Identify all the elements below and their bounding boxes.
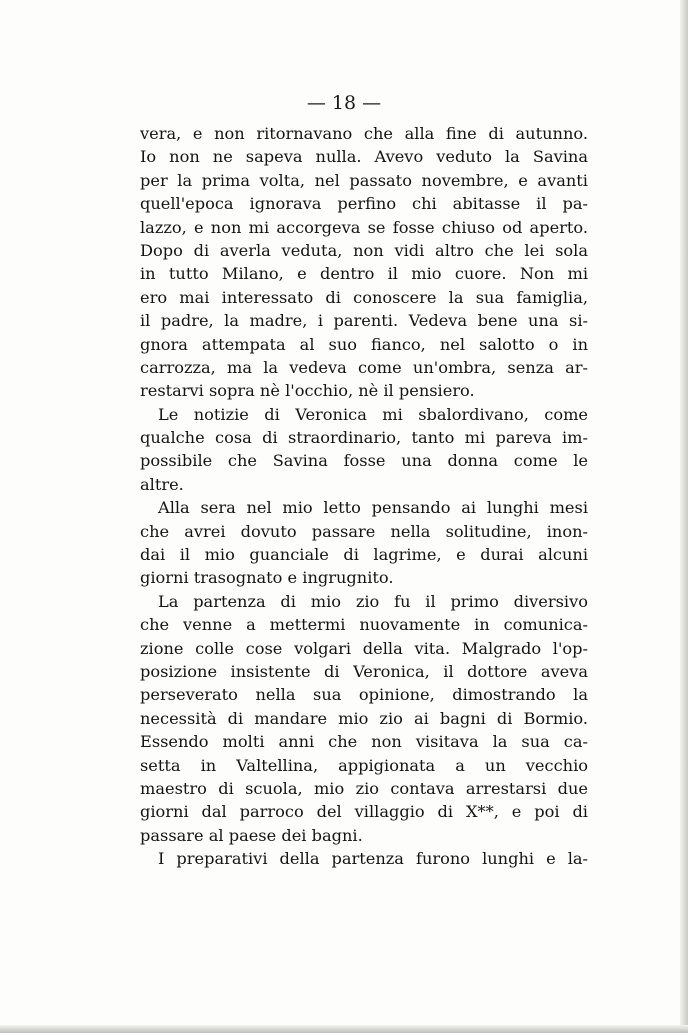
text-line: posizione insistente di Veronica, il dottore aveva [140,661,588,681]
text-line: quell'epoca ignorava perfino chi abitasse il pa- [140,194,588,214]
text-line: carrozza, ma la vedeva come un'ombra, senza ar- [140,357,588,377]
text-line: vera, e non ritornavano che alla fine di autunno. [140,124,588,143]
body-text [140,122,588,871]
text-line: Dopo di averla veduta, non vidi altro che lei sola [140,240,588,260]
text-line: Io non ne sapeva nulla. Avevo veduto la Savina [140,147,588,167]
text-line: Alla sera nel mio letto pensando ai lunghi mesi [158,498,588,518]
text-line: setta in Valtellina, appigionata a un vecchio [140,755,588,775]
text-line: in tutto Milano, e dentro il mio cuore. Non mi [140,264,588,284]
text-line: I preparativi della partenza furono lunghi e la- [158,849,588,869]
page-bottom-shadow [0,1025,688,1033]
text-line: possibile che Savina fosse una donna come le [140,451,588,471]
text-line: zione colle cose volgari della vita. Malgrado l'op- [140,638,588,658]
text-line: maestro di scuola, mio zio contava arrestarsi due [140,778,588,798]
text-line: dai il mio guanciale di lagrime, e durai alcuni [140,545,588,565]
text-line: perseverato nella sua opinione, dimostrando la [140,685,588,705]
text-line: passare al paese dei bagni. [140,825,363,845]
text-line: Le notizie di Veronica mi sbalordivano, come [158,404,588,424]
text-line: lazzo, e non mi accorgeva se fosse chiuso od aperto. [140,217,588,237]
page-number: — 18 — [306,92,382,114]
text-line: che avrei dovuto passare nella solitudine, inon- [140,521,588,541]
text-line: il padre, la madre, i parenti. Vedeva bene una si- [140,311,588,331]
text-line: che venne a mettermi nuovamente in comunica- [140,615,588,635]
text-line: per la prima volta, nel passato novembre, e avanti [140,170,588,190]
text-line: qualche cosa di straordinario, tanto mi pareva im- [140,428,588,448]
text-line: gnora attempata al suo fianco, nel salotto o in [140,334,588,354]
text-line: ero mai interessato di conoscere la sua famiglia, [140,287,588,307]
text-line: restarvi sopra nè l'occhio, nè il pensiero. [140,381,475,401]
text-line: giorni trasognato e ingrugnito. [140,568,394,588]
text-line: necessità di mandare mio zio ai bagni di Bormio. [140,708,588,728]
text-line: giorni dal parroco del villaggio di X**, e poi di [140,802,588,822]
page-edge-shadow [680,0,688,1033]
text-line: La partenza di mio zio fu il primo diversivo [158,591,588,611]
text-line: Essendo molti anni che non visitava la sua ca- [140,732,588,752]
text-line: altre. [140,474,184,494]
